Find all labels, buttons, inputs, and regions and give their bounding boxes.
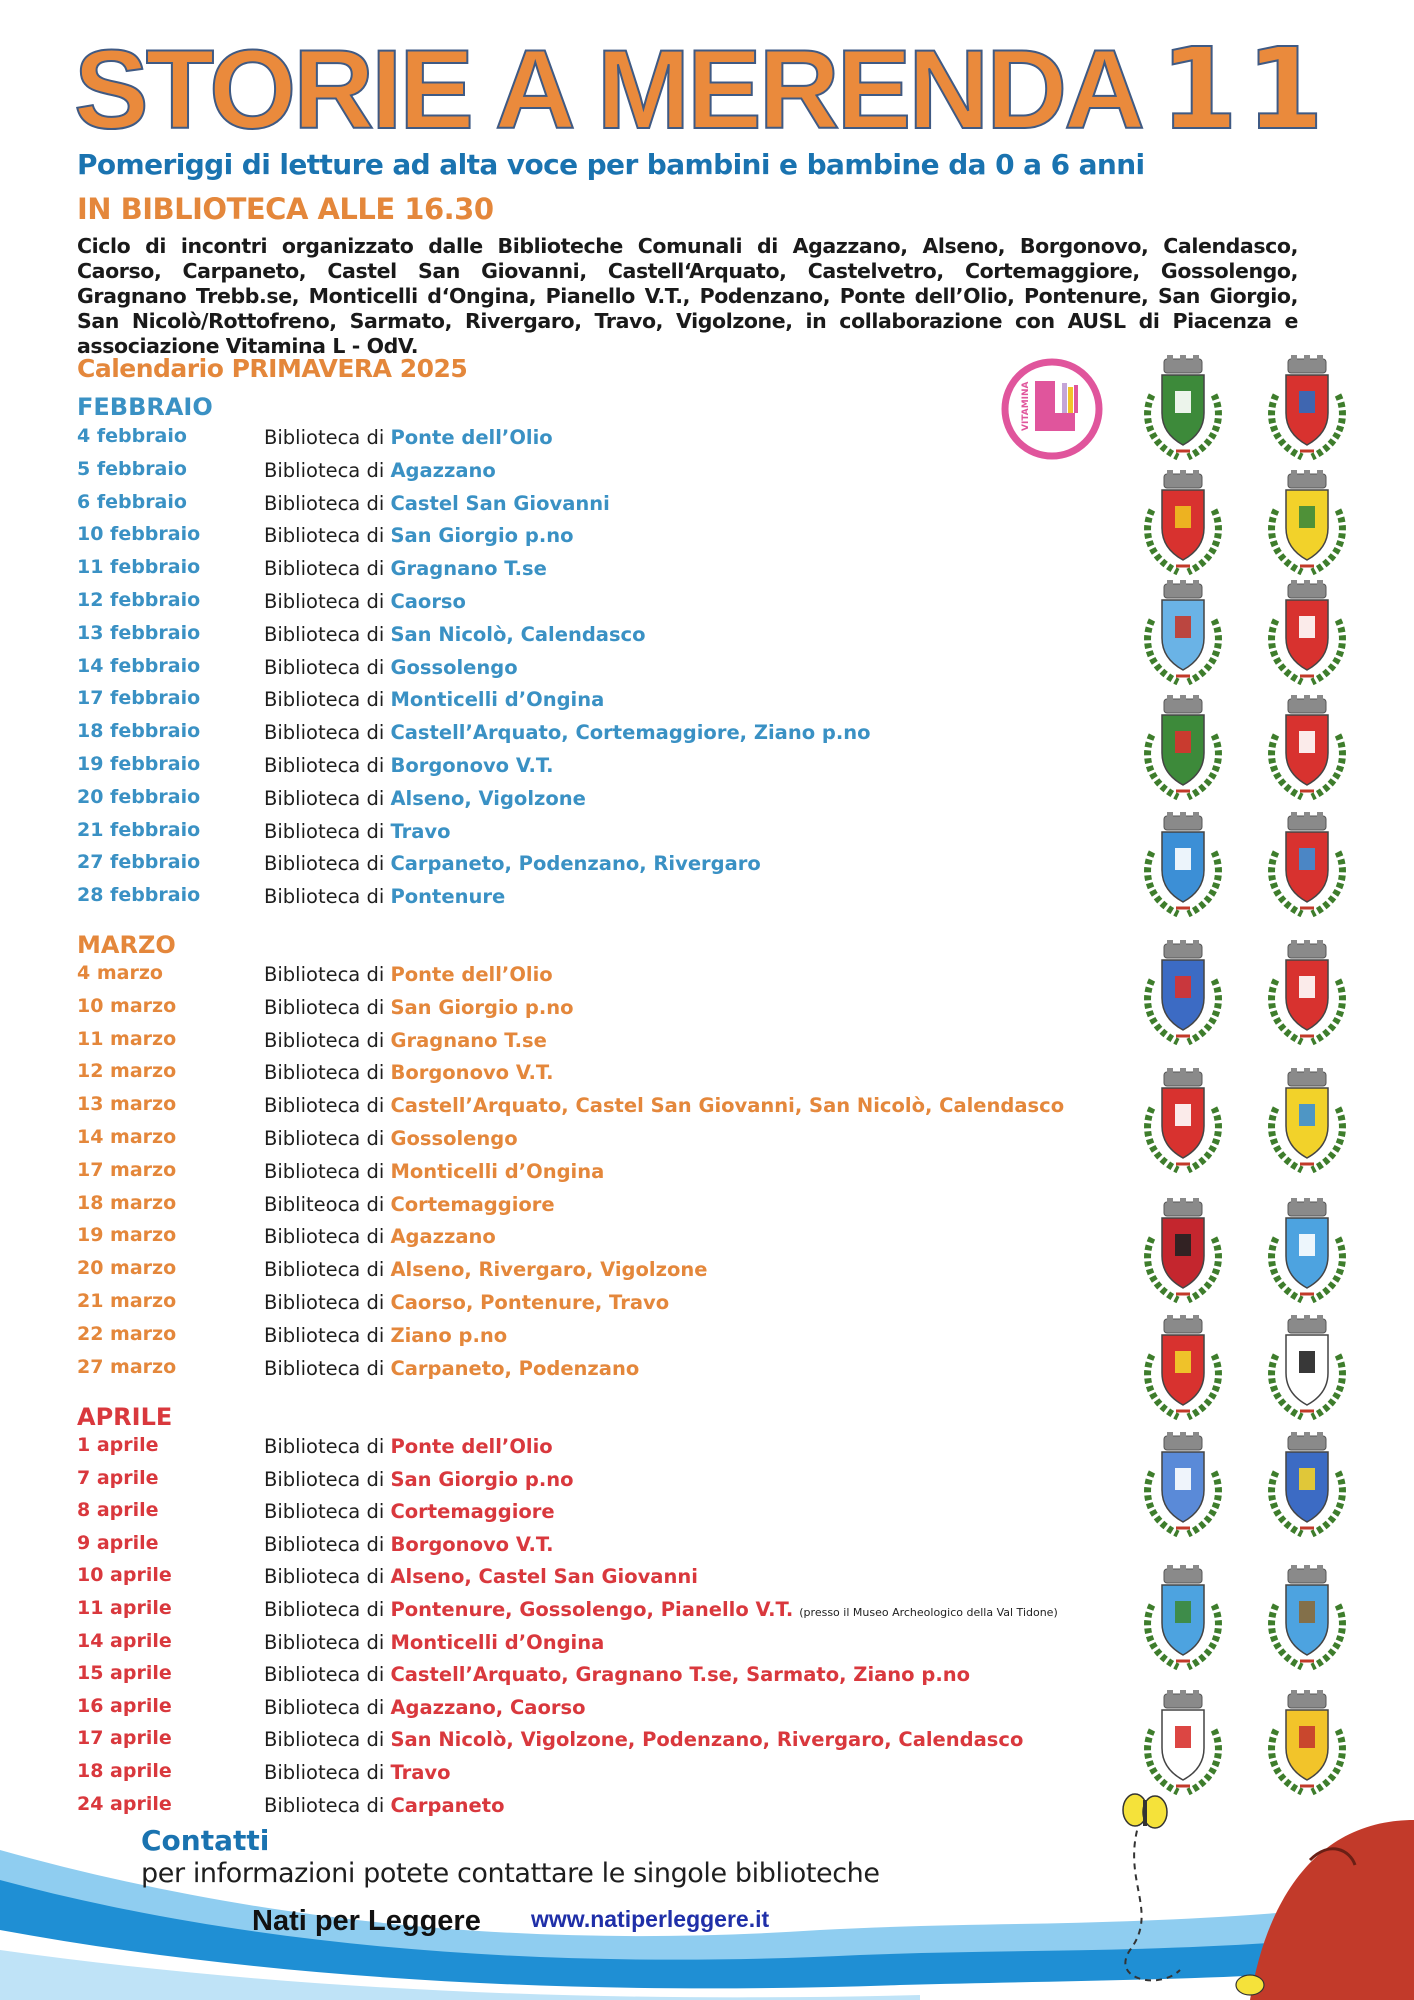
- library-prefix: Biblioteca di: [264, 995, 391, 1019]
- event-library: [264, 1061, 554, 1084]
- library-prefix: Biblioteca di: [264, 1598, 391, 1621]
- event-library: [264, 1728, 1023, 1751]
- library-location: Ziano p.no: [390, 1323, 508, 1347]
- event-date: 11 marzo: [77, 1027, 177, 1050]
- library-prefix: Biblioteca di: [264, 1127, 391, 1150]
- library-location: Borgonovo V.T.: [390, 1532, 554, 1556]
- library-prefix: Biblioteca di: [264, 1630, 391, 1654]
- event-library: [264, 656, 518, 679]
- library-location: Agazzano: [390, 458, 496, 482]
- month-heading-aprile: APRILE: [77, 1403, 173, 1431]
- library-prefix: Biblioteca di: [264, 1435, 391, 1458]
- event-library: [264, 1357, 639, 1380]
- event-date: 28 febbraio: [77, 884, 201, 907]
- event-library: [264, 524, 574, 547]
- library-location: Gossolengo: [390, 1127, 518, 1150]
- event-date: 15 aprile: [77, 1662, 172, 1685]
- library-prefix: Biblioteca di: [264, 754, 391, 777]
- library-location: Carpaneto, Podenzano, Rivergaro: [390, 852, 761, 876]
- event-library: [264, 1258, 707, 1281]
- event-date: 19 marzo: [77, 1224, 177, 1247]
- library-prefix: Biblioteca di: [264, 721, 391, 745]
- calendar-title: Calendario PRIMAVERA 2025: [77, 354, 468, 383]
- library-prefix: Biblioteca di: [264, 1761, 391, 1784]
- library-location: Gragnano T.se: [390, 1028, 547, 1052]
- event-date: 20 febbraio: [77, 785, 201, 808]
- event-library: [264, 1225, 496, 1248]
- event-time: IN BIBLIOTECA ALLE 16.30: [77, 192, 494, 226]
- title-number: 11: [1159, 25, 1332, 155]
- library-prefix: Biblioteca di: [264, 1728, 391, 1752]
- event-library: [264, 1291, 669, 1314]
- month-heading-febbraio: FEBBRAIO: [77, 393, 213, 421]
- library-prefix: Biblioteca di: [264, 1028, 391, 1052]
- event-date: 11 aprile: [77, 1597, 172, 1619]
- library-location: Agazzano: [390, 1225, 496, 1249]
- crest-red-squares-icon: [1138, 1068, 1228, 1176]
- library-location: Castell’Arquato, Gragnano T.se, Sarmato, Ziano p.no: [390, 1663, 971, 1687]
- event-library: [264, 688, 604, 711]
- event-date: 22 marzo: [77, 1322, 177, 1345]
- event-date: 13 febbraio: [77, 621, 201, 644]
- event-date: 17 aprile: [77, 1727, 172, 1750]
- crest-red-gold-icon: [1262, 812, 1352, 920]
- library-prefix: Biblioteca di: [264, 1467, 391, 1491]
- library-prefix: Biblioteca di: [264, 1793, 391, 1817]
- vitamina-logo-text: VITAMINA: [1021, 381, 1031, 431]
- library-location: Borgonovo V.T.: [390, 754, 554, 777]
- library-prefix: Biblioteca di: [264, 1532, 391, 1556]
- event-date: 16 aprile: [77, 1694, 172, 1717]
- event-date: 13 marzo: [77, 1093, 177, 1116]
- library-prefix: Biblioteca di: [264, 786, 391, 810]
- event-date: 11 febbraio: [77, 556, 201, 579]
- library-prefix: Biblioteca di: [264, 885, 391, 909]
- library-prefix: Biblioteca di: [264, 819, 391, 843]
- library-location: Carpaneto: [390, 1793, 505, 1817]
- event-date: 18 febbraio: [77, 720, 201, 743]
- event-date: 20 marzo: [77, 1257, 177, 1280]
- library-prefix: Biblioteca di: [264, 1356, 391, 1380]
- library-location: Cortemaggiore: [390, 1500, 555, 1524]
- library-location: Alseno, Vigolzone: [390, 786, 586, 810]
- nati-per-leggere-label: Nati per Leggere: [252, 1905, 481, 1937]
- event-date: 7 aprile: [77, 1466, 159, 1489]
- crest-star-icon: [1262, 1198, 1352, 1306]
- event-library: [264, 1696, 585, 1719]
- website-link[interactable]: www.natiperleggere.it: [531, 1906, 770, 1932]
- event-date: 10 febbraio: [77, 523, 201, 546]
- event-date: 14 febbraio: [77, 654, 201, 677]
- event-date: 18 aprile: [77, 1760, 172, 1782]
- event-library: [264, 996, 574, 1019]
- library-prefix: Biblioteca di: [264, 491, 391, 515]
- library-prefix: Biblioteca di: [264, 1061, 391, 1085]
- event-date: 12 febbraio: [77, 589, 201, 611]
- event-library: [264, 885, 505, 908]
- library-location: San Nicolò, Calendasco: [390, 622, 646, 646]
- event-library: [264, 1468, 574, 1491]
- library-prefix: Biblioteca di: [264, 852, 391, 876]
- crest-blue-band-icon: [1138, 812, 1228, 920]
- library-location: Caorso, Pontenure, Travo: [390, 1291, 670, 1314]
- event-library: [264, 787, 586, 810]
- library-prefix: Biblioteca di: [264, 1565, 391, 1589]
- library-location: Borgonovo V.T.: [390, 1061, 554, 1085]
- library-prefix: Biblioteca di: [264, 622, 391, 646]
- event-date: 14 aprile: [77, 1629, 172, 1652]
- crest-castle-icon: [1138, 355, 1228, 463]
- library-location: Ponte dell’Olio: [390, 426, 553, 449]
- title-text: STORIE A MERENDA: [74, 27, 1142, 152]
- library-prefix: Biblioteca di: [264, 1323, 391, 1347]
- description: Ciclo di incontri organizzato dalle Biblioteche Comunali di Agazzano, Alseno, Borgonovo, Calendasco, Caorso, Carpaneto, Castel San Giovanni, Castell‘Arquato, Castelvetro, Cortemaggiore, Gossolengo, Gragnano Trebb.se, Monticelli d‘Ongina, Pianello V.T., Podenzano, Ponte dell’Olio, Pontenure, San Giorgio, San Nicolò/Rottofreno, Sarmato, Rivergaro, Travo, Vigolzone, in collaborazione con AUSL di Piacenza e associazione Vitamina L - OdV.: [77, 234, 1298, 358]
- library-location: Gragnano T.se: [390, 557, 547, 581]
- event-date: 10 marzo: [77, 994, 177, 1017]
- event-date: 12 marzo: [77, 1060, 177, 1083]
- event-library: [264, 1127, 518, 1150]
- library-prefix: Bibliteoca di: [264, 1192, 391, 1216]
- event-date: 19 febbraio: [77, 753, 201, 775]
- event-library: [264, 1533, 554, 1556]
- crest-blue-band-2-icon: [1262, 1432, 1352, 1540]
- crest-tree-blue-icon: [1138, 1565, 1228, 1673]
- library-prefix: Biblioteca di: [264, 590, 391, 613]
- library-prefix: Biblioteca di: [264, 1159, 391, 1183]
- crest-tree-icon: [1262, 470, 1352, 578]
- month-heading-marzo: MARZO: [77, 931, 176, 959]
- library-prefix: Biblioteca di: [264, 963, 391, 986]
- library-prefix: Biblioteca di: [264, 1500, 391, 1524]
- event-date: 9 aprile: [77, 1531, 159, 1554]
- event-date: 18 marzo: [77, 1191, 177, 1214]
- library-location: Pontenure: [390, 885, 506, 909]
- event-date: 27 febbraio: [77, 851, 201, 874]
- event-date: 14 marzo: [77, 1126, 177, 1148]
- crest-horse-icon: [1262, 940, 1352, 1048]
- event-library: [264, 1324, 507, 1347]
- event-date: 1 aprile: [77, 1434, 159, 1456]
- library-prefix: Biblioteca di: [264, 458, 391, 482]
- event-library: [264, 1160, 604, 1183]
- poster-title: [74, 25, 1332, 155]
- library-location: Monticelli d’Ongina: [390, 1630, 605, 1654]
- library-prefix: Biblioteca di: [264, 557, 391, 581]
- event-library: [264, 1631, 604, 1654]
- crest-saint-green-icon: [1138, 695, 1228, 803]
- library-location: Monticelli d’Ongina: [390, 1159, 605, 1183]
- event-library: [264, 1193, 555, 1216]
- library-location: Monticelli d’Ongina: [390, 688, 605, 712]
- crest-red-white-icon: [1262, 580, 1352, 688]
- library-location: Castell’Arquato, Cortemaggiore, Ziano p.no: [390, 721, 871, 745]
- library-location: Carpaneto, Podenzano: [390, 1356, 640, 1380]
- library-location: Agazzano, Caorso: [390, 1695, 586, 1719]
- library-location: Gossolengo: [390, 655, 518, 679]
- library-prefix: Biblioteca di: [264, 1225, 391, 1249]
- event-date: 24 aprile: [77, 1792, 172, 1815]
- event-library: [264, 1565, 698, 1588]
- event-date: 10 aprile: [77, 1564, 172, 1587]
- event-date: 8 aprile: [77, 1499, 159, 1522]
- event-library: [264, 492, 610, 515]
- event-library: [264, 1435, 553, 1458]
- event-library: [264, 590, 466, 613]
- crest-tower-blue-icon: [1138, 580, 1228, 688]
- event-date: 21 febbraio: [77, 818, 201, 841]
- crest-red-blue-icon: [1262, 355, 1352, 463]
- library-location: Alseno, Castel San Giovanni: [390, 1565, 698, 1589]
- event-library: [264, 426, 553, 449]
- library-location: Alseno, Rivergaro, Vigolzone: [390, 1258, 708, 1282]
- event-library: [264, 820, 451, 843]
- crest-lion-icon: [1138, 1198, 1228, 1306]
- library-location: San Nicolò, Vigolzone, Podenzano, Rivergaro, Calendasco: [390, 1728, 1024, 1752]
- library-prefix: Biblioteca di: [264, 1258, 391, 1282]
- event-date: 17 febbraio: [77, 687, 201, 710]
- event-library: [264, 623, 646, 646]
- event-library: [264, 459, 496, 482]
- crest-well-icon: [1262, 1565, 1352, 1673]
- crest-eagle-icon: [1262, 1315, 1352, 1423]
- event-date: 4 febbraio: [77, 425, 187, 447]
- crest-cross-icon: [1138, 1315, 1228, 1423]
- event-date: 21 marzo: [77, 1290, 177, 1312]
- crest-bridge-icon: [1138, 1432, 1228, 1540]
- library-location: Ponte dell’Olio: [390, 1435, 553, 1458]
- event-date: 5 febbraio: [77, 457, 187, 480]
- library-location: San Giorgio p.no: [390, 524, 574, 548]
- library-prefix: Biblioteca di: [264, 688, 391, 712]
- event-library: [264, 1029, 547, 1052]
- contacts-title: Contatti: [141, 1824, 270, 1857]
- event-library: [264, 721, 871, 744]
- event-date: 4 marzo: [77, 962, 163, 984]
- location-note: (presso il Museo Archeologico della Val Tidone): [799, 1606, 1058, 1619]
- event-library: [264, 1500, 555, 1523]
- library-prefix: Biblioteca di: [264, 1695, 391, 1719]
- library-prefix: Biblioteca di: [264, 1663, 391, 1687]
- library-location: San Giorgio p.no: [390, 1467, 574, 1491]
- event-library: [264, 557, 547, 580]
- library-location: Cortemaggiore: [390, 1192, 555, 1216]
- event-date: 27 marzo: [77, 1355, 177, 1378]
- library-location: Castel San Giovanni: [390, 491, 610, 515]
- event-library: [264, 852, 761, 875]
- event-date: 17 marzo: [77, 1158, 177, 1181]
- event-library: [264, 1598, 1058, 1621]
- butterfly-illustration: [1100, 1780, 1414, 2000]
- library-location: Castell’Arquato, Castel San Giovanni, San Nicolò, Calendasco: [390, 1094, 1065, 1118]
- event-library: [264, 754, 554, 777]
- event-library: [264, 1663, 970, 1686]
- library-prefix: Biblioteca di: [264, 524, 391, 548]
- event-library: [264, 963, 553, 986]
- crest-blue-red-icon: [1138, 940, 1228, 1048]
- vitamina-logo: [1000, 357, 1104, 461]
- crest-caorso-icon: [1138, 470, 1228, 578]
- library-location: Travo: [390, 1761, 451, 1784]
- crest-saint-red-icon: [1262, 695, 1352, 803]
- library-prefix: Biblioteca di: [264, 426, 391, 449]
- crest-yellow-blue-icon: [1262, 1068, 1352, 1176]
- library-location: Ponte dell’Olio: [390, 963, 553, 986]
- library-location: Pontenure, Gossolengo, Pianello V.T.: [390, 1598, 794, 1621]
- library-prefix: Biblioteca di: [264, 1291, 391, 1314]
- library-prefix: Biblioteca di: [264, 1094, 391, 1118]
- library-prefix: Biblioteca di: [264, 655, 391, 679]
- library-location: Travo: [390, 819, 451, 843]
- butterfly-icon: [1123, 1794, 1167, 1828]
- subtitle: Pomeriggi di letture ad alta voce per bambini e bambine da 0 a 6 anni: [77, 148, 1145, 181]
- event-library: [264, 1094, 1064, 1117]
- library-location: San Giorgio p.no: [390, 995, 574, 1019]
- event-date: 6 febbraio: [77, 490, 187, 513]
- library-location: Caorso: [390, 590, 466, 613]
- contacts-text: per informazioni potete contattare le singole biblioteche: [141, 1858, 880, 1889]
